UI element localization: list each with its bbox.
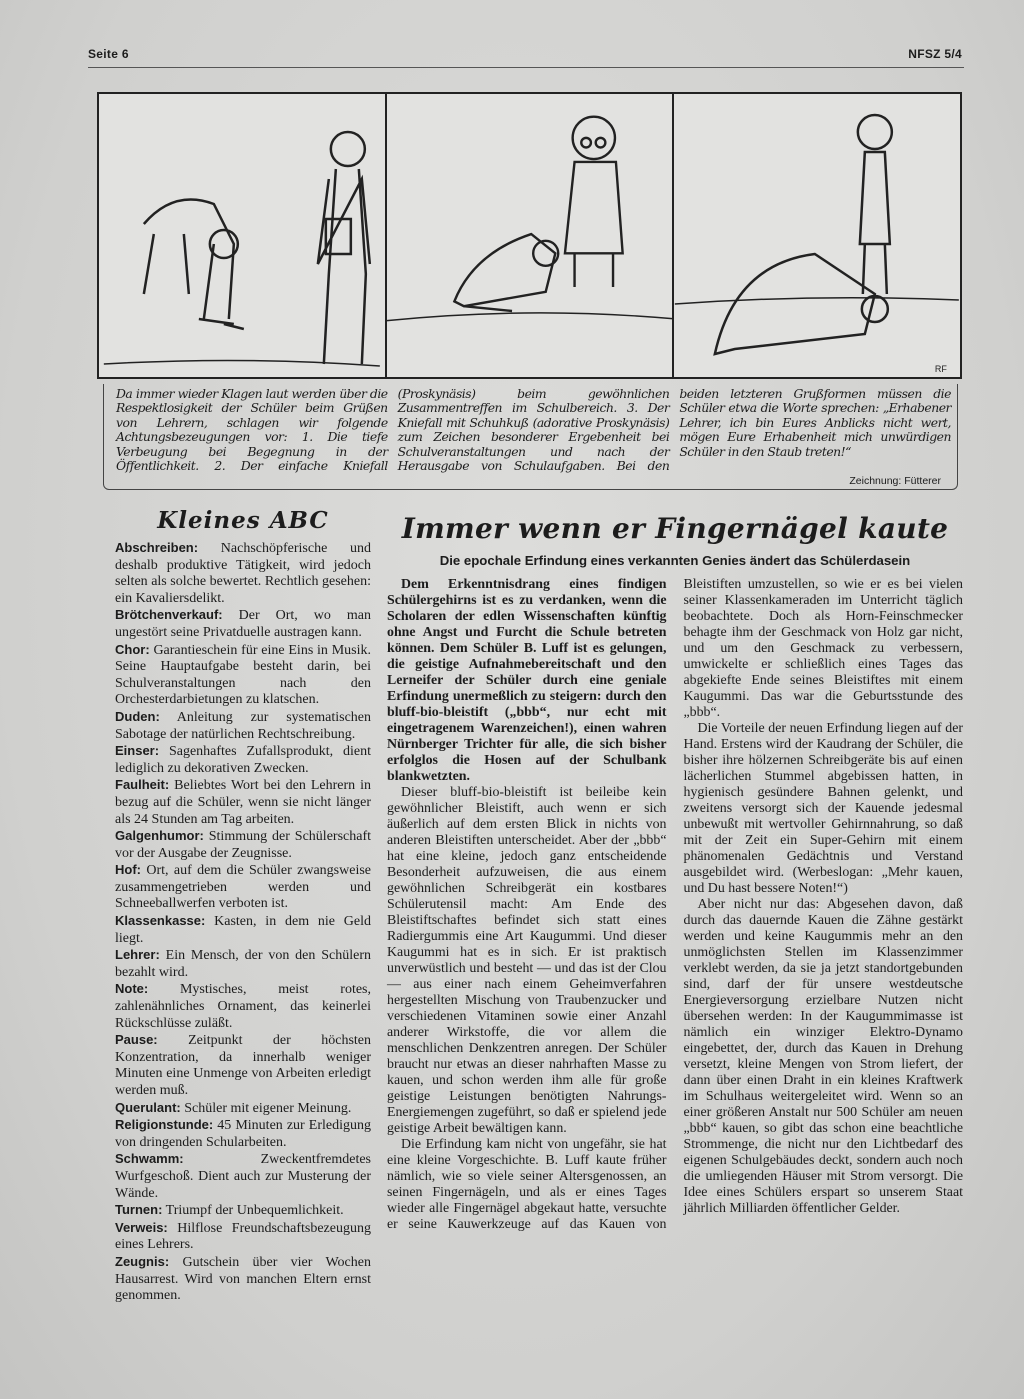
abc-entry xyxy=(115,1202,371,1220)
kneeling-student-illustration xyxy=(387,94,673,377)
article-paragraph: Aber nicht nur das: Abgesehen davon, daß durch das dauernde Kauen die Zähne gestärkt werden und keine Kaugummis mehr an den unmöglichsten Stellen im Klassenzimmer verklebt werden, da sie ja jetzt standortgebunden sind, darf der für unsere westdeutsche Energieversorgung erzielbare Nutzen nicht übersehen werden: In der Kaugummimasse ist nämlich ein winziger Elektro-Dynamo eingebettet, der, durch das Kauen in Drehung versetzt, kleine Mengen von Strom liefert, der dann über einen Draht in ein kleines Kraftwerk im Schulhaus weitergeleitet wird. Wenn so an einer größeren Anstalt nur 500 Schüler am neuen „bbb“ kauen, so gibt das schon eine beachtliche Strommenge, die nicht nur den Lichtbedarf des eigenen Schulgebäudes deckt, sondern auch noch die umliegenden Häuser mit Strom versorgt. Die Idee eines Schülers erspart so unserem Staat jährlich Milliarden öffentlicher Gelder. xyxy=(683,897,963,1216)
abc-term: Verweis: xyxy=(115,1219,168,1235)
abc-entry xyxy=(115,607,371,641)
abc-entry xyxy=(115,1100,371,1118)
abc-definition: Stimmung der Schülerschaft vor der Ausgabe der Zeugnisse. xyxy=(115,829,371,861)
abc-term: Querulant: xyxy=(115,1099,181,1115)
abc-term: Schwamm: xyxy=(115,1151,184,1167)
abc-term: Zeugnis: xyxy=(115,1253,170,1269)
abc-entry xyxy=(115,777,371,828)
abc-term: Chor: xyxy=(115,641,150,657)
abc-definition: Triumpf der Unbequemlichkeit. xyxy=(162,1203,344,1219)
abc-entry xyxy=(115,1220,371,1254)
abc-definition: Garantieschein für eine Eins in Musik. Seine Hauptaufgabe besteht darin, bei Schulveranstaltungen nach den Orchesterdarbietungen zu klatschen. xyxy=(115,642,371,708)
abc-definition: 45 Minuten zur Erledigung von dringenden Schularbeiten. xyxy=(115,1118,371,1150)
cartoon-panel-bow xyxy=(99,94,387,377)
abc-definition: Beliebtes Wort bei den Lehrern in bezug auf die Schüler, wenn sie nicht länger als 24 Stunden am Tag arbeiten. xyxy=(115,778,371,827)
abc-term: Lehrer: xyxy=(115,947,160,963)
shoe-kissing-student-illustration xyxy=(674,94,960,377)
abc-definition: Mystisches, meist rotes, zahlenähnliches Ornament, das keinerlei Rückschlüsse zuläßt. xyxy=(115,982,371,1031)
abc-definition: Ort, auf dem die Schüler zwangsweise zusammengetrieben werden und Schneeballwerfen verboten ist. xyxy=(115,863,371,912)
header-rule xyxy=(88,67,964,68)
article-paragraph: Die Erfindung kam nicht von ungefähr, sie hat eine kleine Vorgeschichte. B. Luff kaute früher nämlich, wie so viele seiner Altersgenossen, an seinen Fingernägeln, und als er eines Tages wieder alle Fingernägel abgekaut hatte, versuchte er seine Kauwerkzeuge auf das Kauen von Bleistiften umzustellen, so wie er es bei vielen seiner Klassenkameraden im Unterricht täglich beobachtete. Doch als Horn-Feinschmecker behagte ihm der Geschmack von Holz gar nicht, und um den Geschmack zu verbessern, umwickelte er schließlich eines Tages das abgekiefte Ende seines Bleistiftes mit einem Kaugummi. Das war die Geburtsstunde des „bbb“. xyxy=(387,577,963,1232)
abc-title: Kleines ABC xyxy=(157,507,329,534)
abc-entry xyxy=(115,1032,371,1099)
abc-entry xyxy=(115,540,371,607)
drawing-credit: Zeichnung: Fütterer xyxy=(849,475,941,488)
issue-number: NFSZ 5/4 xyxy=(908,47,962,61)
abc-entry xyxy=(115,862,371,913)
cartoon-caption-box xyxy=(103,384,958,490)
abc-term: Hof: xyxy=(115,862,141,878)
abc-entry xyxy=(115,1254,371,1305)
abc-term: Klassenkasse: xyxy=(115,913,206,929)
cartoon-strip xyxy=(97,92,962,379)
abc-definition: Nachschöpferische und deshalb produktive Tätigkeit, wird jedoch selten als solche bewertet. Rechtlich gesehen: ein Kavaliersdelikt. xyxy=(115,541,371,606)
bowing-student-illustration xyxy=(99,94,385,377)
page-number: Seite 6 xyxy=(88,47,129,61)
abc-term: Faulheit: xyxy=(115,777,170,793)
abc-definition: Anleitung zur systematischen Sabotage der natürlichen Rechtschreibung. xyxy=(115,709,371,742)
abc-term: Pause: xyxy=(115,1032,158,1048)
abc-definition: Der Ort, wo man ungestört seine Privatduelle austragen kann. xyxy=(115,608,371,640)
abc-definition: Hilflose Freundschaftsbezeugung eines Lehrers. xyxy=(115,1220,371,1253)
article-headline: Immer wenn er Fingernägel kaute xyxy=(401,512,949,545)
cartoon-caption: Da immer wieder Klagen laut werden über die Respektlosigkeit der Schüler beim Grüßen von Lehrern, schlagen wir folgende Achtungsbezeugungen vor: 1. Die tiefe Verbeugung bei Begegnung in der Öffentlichkeit. 2. Der einfache Kniefall (Proskynäsis) beim gewöhnlichen Zusammentreffen im Schulbereich. 3. Der Kniefall mit Schuhkuß (adorative Proskynäsis) zum Zeichen besonderer Ergebenheit bei Schulveranstaltungen und nach der Herausgabe von Schulaufgaben. Bei den beiden letzteren Grußformen müssen die Schüler etwa die Worte sprechen: „Erhabener Lehrer, ich bin Eures Anblicks nicht wert, mögen Eure Erhabenheit mich unwürdigen Schüler in den Staub treten!“ xyxy=(116,386,951,474)
abc-term: Duden: xyxy=(115,708,160,724)
abc-entry xyxy=(115,981,371,1032)
abc-term: Brötchenverkauf: xyxy=(115,607,223,623)
abc-term: Galgenhumor: xyxy=(115,828,204,844)
article-paragraph: Dieser bluff-bio-bleistift ist beileibe kein gewöhnlicher Bleistift, auch wenn er sich äußerlich auf dem ersten Blick in nichts von anderen Bleistiften unterscheidet. Aber der „bbb“ hat eine kleine, jedoch ganz entscheidende Besonderheit aufzuweisen, die aus einem gewöhnlichen Schreibgerät ein kostbares Schülerutensil macht: Am Ende des Bleistiftschaftes befindet sich statt eines Radiergummis eine Art Kaugummi. Und dieser Kaugummi hat es in sich. Er ist praktisch unverwüstlich und besteht — und das ist der Clou — aus einer nach einem Geheimverfahren hergestellten Mischung von Traubenzucker und verschiedenen Vitaminen sowie einer Anzahl anderer Wirkstoffe, die vor allem die menschlichen Denkzentren anregen. Der Schüler braucht nur etwas an dieser nahrhaften Masse zu kauen, und schon werden ihm alle für große geistige Leistungen benötigten Nahrungs-Energiemengen zugeführt, so daß er spielend jede geistige Arbeit bewältigen kann. xyxy=(387,785,667,1136)
kleines-abc-column xyxy=(115,507,371,1305)
abc-entry xyxy=(115,1151,371,1202)
abc-term: Einser: xyxy=(115,743,160,759)
abc-entry xyxy=(115,642,371,709)
abc-term: Turnen: xyxy=(115,1202,163,1218)
article-subheadline: Die epochale Erfindung eines verkannten Genies ändert das Schülerdasein xyxy=(439,553,911,568)
abc-term: Religionstunde: xyxy=(115,1117,214,1133)
abc-term: Note: xyxy=(115,981,149,997)
abc-entry-list xyxy=(115,540,371,1305)
abc-definition: Kasten, in dem nie Geld liegt. xyxy=(115,914,371,946)
abc-definition: Zeitpunkt der höchsten Konzentration, da innerhalb weniger Minuten eine Unmenge von Arbeiten erledigt werden muß. xyxy=(115,1033,371,1098)
article-paragraph: Die Vorteile der neuen Erfindung liegen auf der Hand. Erstens wird der Kaudrang der Schüler, die bisher ihre hölzernen Schreibgeräte bis auf einen lächerlichen Stummel abgebissen hatten, in hygienisch gesündere Bahnen gelenkt, und zweitens versorgt sich der Kauende jedesmal unbewußt mit wertvoller Gehirnnahrung, so daß mit der Zeit ein Super-Gehirn mit einem phänomenalen Gedächtnis und Verstand ausgebildet wird. (Werbeslogan: „Mehr kauen, und Du hast bessere Noten!“) xyxy=(683,721,963,896)
abc-entry xyxy=(115,913,371,947)
article-body xyxy=(387,577,963,1233)
artist-mark: RF xyxy=(935,364,948,374)
abc-term: Abschreiben: xyxy=(115,540,199,555)
abc-entry xyxy=(115,1117,371,1151)
cartoon-panel-shoe-kiss xyxy=(674,94,960,377)
article-lead-paragraph: Dem Erkenntnisdrang eines findigen Schülergehirns ist es zu verdanken, wenn die Scholaren der edlen Wissenschaften künftig ohne Angst und Furcht die Schule betreten können. Dem Schüler B. Luff ist es gelungen, die geistige Aufnahmebereitschaft und den Lerneifer der Schüler durch eine geniale Erfindung unermeßlich zu steigern: durch den bluff-bio-bleistift („bbb“, nur echt mit eingetragenem Warenzeichen!), einen wahren Nürnberger Trichter für alle, die sich bisher erfolglos die Hosen auf der Schulbank blankwetzten. xyxy=(387,577,667,784)
abc-definition: Sagenhaftes Zufallsprodukt, dient lediglich zu dekorativen Zwecken. xyxy=(115,744,371,776)
abc-definition: Gutschein über vier Wochen Hausarrest. Wird von manchen Eltern ernst genommen. xyxy=(115,1254,371,1304)
abc-definition: Zweckentfremdetes Wurfgeschoß. Dient auch zur Musterung der Wände. xyxy=(115,1152,371,1201)
cartoon-panel-kneel xyxy=(387,94,675,377)
abc-definition: Ein Mensch, der von den Schülern bezahlt wird. xyxy=(115,948,371,980)
abc-entry xyxy=(115,828,371,862)
abc-entry xyxy=(115,709,371,743)
abc-entry xyxy=(115,947,371,981)
abc-definition: Schüler mit eigener Meinung. xyxy=(180,1100,352,1116)
abc-entry xyxy=(115,743,371,777)
